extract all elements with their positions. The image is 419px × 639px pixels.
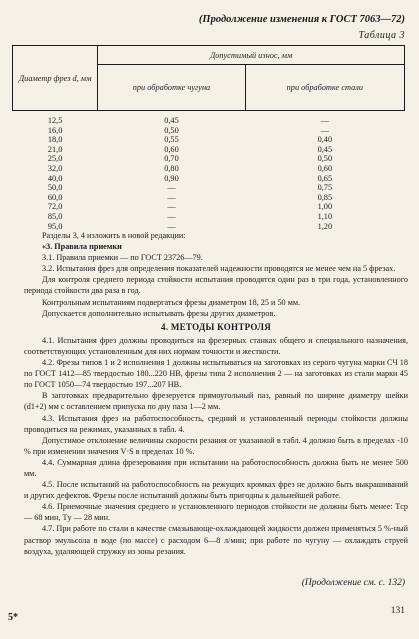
cell-steel: 0,45: [317, 144, 333, 154]
table-row: [13, 202, 405, 212]
table-row: [13, 126, 405, 136]
table-body: [13, 111, 405, 232]
body-text: [24, 230, 408, 557]
cell-cast-iron: 0,60: [164, 144, 179, 154]
cell-cast-iron: —: [167, 202, 176, 212]
cell-cast-iron: 0,55: [164, 135, 179, 145]
cell-cast-iron: —: [167, 183, 176, 193]
cell-diameter: 60,0: [47, 192, 63, 202]
cell-diameter: 32,0: [47, 163, 63, 173]
cell-steel: —: [320, 125, 329, 135]
table-row: [13, 212, 405, 222]
cell-steel: —: [320, 116, 329, 125]
paragraph: 3.2. Испытания фрез для определения показателей надежности проводятся не менее чем на 5 фрезах.: [42, 264, 396, 274]
cell-cast-iron: —: [167, 211, 176, 221]
col-cast-iron-header: при обработке чугуна: [98, 65, 245, 111]
table-row: [13, 154, 405, 164]
cell-steel: 0,65: [317, 173, 333, 183]
continuation-header: (Продолжение изменения к ГОСТ 7063—72): [198, 14, 405, 25]
cell-diameter: 25,0: [47, 154, 63, 164]
cell-cast-iron: —: [167, 192, 176, 202]
section-heading: 4. МЕТОДЫ КОНТРОЛЯ: [160, 321, 272, 332]
cell-cast-iron: 0,45: [164, 116, 179, 125]
cell-diameter: 95,0: [47, 221, 63, 231]
cell-diameter: 40,0: [47, 173, 63, 183]
cell-cast-iron: 0,90: [164, 173, 179, 183]
cell-diameter: 16,0: [47, 125, 63, 135]
paragraph: Допустимое отклонение величины скорости резания от указанной в табл. 4 должно быть в пределах -10 % при изменении значения V·S в пределах 10 %.: [24, 435, 408, 456]
cell-diameter: 50,0: [47, 183, 63, 193]
table-row: [13, 164, 405, 174]
paragraph: Допускается дополнительно испытывать фрезы других диаметров.: [42, 308, 276, 318]
cell-steel: 0,85: [317, 192, 333, 202]
paragraph: Разделы 3, 4 изложить в новой редакции:: [42, 231, 186, 240]
cell-steel: 0,75: [317, 183, 333, 193]
paragraph: 4.7. При работе по стали в качестве смазывающе-охлаждающей жидкости должен применяться 5 %-ный раствор эмульсола в воде (по массе) с расходом 6—8 л/мин; при работе по чугуну — охлаждать струей воздуха, удаляющей стружку из зоны резания.: [24, 524, 408, 556]
cell-diameter: 72,0: [47, 202, 63, 212]
cell-diameter: 12,5: [47, 116, 63, 125]
cell-diameter: 85,0: [47, 211, 63, 221]
paragraph: В заготовках предварительно фрезеруется прямоугольный паз, равный по ширине диаметру шейки (d1+2) мм с оставлением припуска по дну паза 1—2 мм.: [24, 391, 408, 412]
table-row: [13, 183, 405, 193]
cell-diameter: 21,0: [47, 144, 63, 154]
table-row: [13, 174, 405, 184]
table-row: [13, 116, 405, 126]
paragraph: 4.6. Приемочные значения среднего и установленного периодов стойкости не должны быть менее: Tср — 68 мин, Tу — 28 мин.: [24, 502, 408, 523]
cell-steel: 1,20: [317, 221, 333, 231]
cell-cast-iron: —: [167, 221, 176, 231]
paragraph: «3. Правила приемки: [42, 242, 122, 252]
paragraph: 3.1. Правила приемки — по ГОСТ 23726—79.: [42, 253, 203, 263]
paragraph: 4.5. После испытаний на работоспособность на режущих кромках фрез не должно быть выкрашиваний и других дефектов. Фрезы после испытаний должны быть пригодны к дальнейшей работе.: [24, 480, 408, 501]
paragraph: Для контроля среднего периода стойкости испытания проводятся один раз в три года, установленного периода стойкости два раза в год.: [24, 275, 408, 296]
paragraph: 4.3. Испытания фрез на работоспособность, средний и установленный периоды стойкости должны проводиться на режимах, указанных в табл. 4.: [24, 413, 408, 434]
cell-steel: 1,10: [317, 211, 333, 221]
paragraph: Контрольным испытаниям подвергаться фрезы диаметром 18, 25 и 50 мм.: [42, 297, 301, 307]
col-steel-header: при обработке стали: [245, 65, 404, 111]
wear-table: [12, 45, 405, 231]
signature-mark: 5*: [8, 612, 18, 623]
table-row: [13, 145, 405, 155]
cell-diameter: 18,0: [47, 135, 63, 145]
col-group-header: Допустимый износ, мм: [98, 46, 405, 65]
table-row: [13, 193, 405, 203]
paragraph: 4.2. Фрезы типов 1 и 2 исполнения 1 должны испытываться на заготовках из серого чугуна марки СЧ 18 по ГОСТ 1412—85 твердостью 180...220 HB, фрезы типа 2 исполнения 2 — на заготовках из стали марки 45 по ГОСТ 1050—74 твердостью 197...207 HB.: [24, 358, 408, 390]
cell-cast-iron: 0,50: [164, 125, 179, 135]
continued-note: (Продолжение см. с. 132): [301, 578, 405, 588]
cell-steel: 0,40: [317, 135, 333, 145]
cell-steel: 1,00: [317, 202, 333, 212]
page-number: 131: [390, 606, 405, 616]
cell-steel: 0,50: [317, 154, 333, 164]
paragraph: 4.4. Суммарная длина фрезерования при испытании на работоспособность должна быть не менее 500 мм.: [24, 457, 408, 478]
table-label: Таблица 3: [358, 30, 405, 41]
cell-cast-iron: 0,80: [164, 163, 179, 173]
table-row: [13, 135, 405, 145]
paragraph: 4.1. Испытания фрез должны проводиться на фрезерных станках общего и специального назначения, соответствующих установленным для них нормам точности и жесткости.: [24, 335, 408, 356]
cell-steel: 0,60: [317, 163, 333, 173]
col-diameter-header: Диаметр фрез d, мм: [13, 46, 98, 111]
cell-cast-iron: 0,70: [164, 154, 179, 164]
